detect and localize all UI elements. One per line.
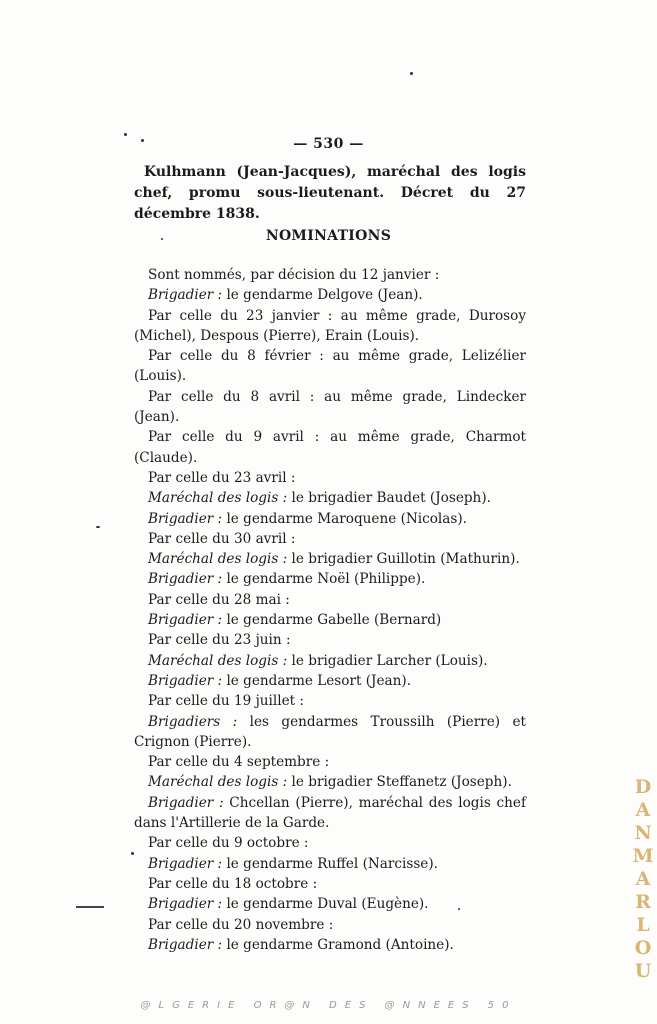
paragraph-text: Par celle du 23 juin : <box>148 632 291 649</box>
nomination-paragraph <box>134 772 526 792</box>
nomination-paragraph <box>134 691 526 711</box>
rank-label: Brigadier : <box>148 855 223 872</box>
paragraph-text: Par celle du 19 juillet : <box>148 693 304 710</box>
nomination-paragraph <box>134 549 526 569</box>
scan-speck <box>124 133 127 136</box>
watermark-letter: R <box>635 891 651 913</box>
appointee-text: Chcellan (Pierre), maréchal des logis chef dans l'Artillerie de la Garde. <box>134 794 526 832</box>
nomination-paragraph <box>134 712 526 753</box>
paragraph-text: Par celle du 28 mai : <box>148 591 290 608</box>
nominations-list <box>134 265 526 955</box>
paragraph-text: Par celle du 9 octobre : <box>148 835 309 852</box>
rank-label: Brigadier : <box>148 672 223 689</box>
rank-label: Maréchal des logis : <box>148 551 288 568</box>
nomination-paragraph <box>134 671 526 691</box>
paragraph-text: Par celle du 8 février : au même grade, Lelizélier (Louis). <box>134 348 526 385</box>
paragraph-text: Par celle du 23 avril : <box>148 469 296 486</box>
nomination-paragraph <box>134 874 526 894</box>
paragraph-text: Par celle du 18 octobre : <box>148 875 318 892</box>
intro-paragraph <box>134 162 526 225</box>
scan-speck <box>141 139 144 142</box>
appointee-text: le gendarme Ruffel (Narcisse). <box>222 855 438 872</box>
footer-watermark: @LGERIE OR@N DES @NNEES 50 <box>140 1000 517 1011</box>
scan-speck <box>458 908 460 910</box>
rank-label: Brigadier : <box>148 510 223 527</box>
rank-label: Brigadier : <box>148 936 223 953</box>
nomination-paragraph <box>134 387 526 428</box>
nomination-paragraph <box>134 833 526 853</box>
paragraph-text: Par celle du 23 janvier : au même grade, Durosoy (Michel), Despous (Pierre), Erain (Louis). <box>134 307 526 344</box>
rank-label: Brigadier : <box>148 612 223 629</box>
nomination-paragraph <box>134 427 526 468</box>
appointee-text: les gendarmes Troussilh (Pierre) et Crignon (Pierre). <box>134 713 526 750</box>
nomination-paragraph <box>134 793 526 834</box>
scan-speck <box>410 72 413 75</box>
watermark-letter: A <box>635 799 651 821</box>
scan-speck <box>96 526 100 528</box>
watermark-letter: U <box>634 960 652 982</box>
paragraph-text: Par celle du 4 septembre : <box>148 754 330 771</box>
nomination-paragraph <box>134 569 526 589</box>
rank-label: Maréchal des logis : <box>148 652 288 669</box>
appointee-text: le brigadier Larcher (Louis). <box>287 652 488 669</box>
nomination-paragraph <box>134 285 526 305</box>
rank-label: Brigadier : <box>148 896 223 913</box>
watermark-letter: O <box>634 937 652 959</box>
rank-label: Brigadier : <box>148 794 224 811</box>
nomination-paragraph <box>134 488 526 508</box>
rank-label: Maréchal des logis : <box>148 490 288 507</box>
watermark-letter: A <box>635 868 651 890</box>
appointee-text: le gendarme Lesort (Jean). <box>222 672 412 689</box>
scan-dash-mark <box>76 906 104 908</box>
watermark-letter: D <box>634 776 652 798</box>
watermark-letter: L <box>636 914 650 936</box>
nomination-paragraph <box>134 346 526 387</box>
paragraph-text: Par celle du 30 avril : <box>148 530 296 547</box>
intro-text: Kulhmann (Jean-Jacques), maréchal des logis chef, promu sous-lieutenant. Décret du 27 décembre 1838. <box>134 164 526 222</box>
side-watermark <box>632 776 654 983</box>
paragraph-text: Par celle du 8 avril : au même grade, Lindecker (Jean). <box>134 388 526 426</box>
appointee-text: le gendarme Maroquene (Nicolas). <box>222 510 467 527</box>
scan-speck <box>131 852 134 855</box>
appointee-text: le gendarme Duval (Eugène). <box>222 896 429 913</box>
nomination-paragraph <box>134 854 526 874</box>
rank-label: Brigadiers : <box>148 713 238 730</box>
nomination-paragraph <box>134 935 526 955</box>
appointee-text: le brigadier Steffanetz (Joseph). <box>287 774 512 791</box>
watermark-letter: N <box>634 822 652 844</box>
nomination-paragraph <box>134 509 526 529</box>
appointee-text: le brigadier Guillotin (Mathurin). <box>287 551 520 568</box>
appointee-text: le gendarme Gramond (Antoine). <box>222 936 454 953</box>
appointee-text: le gendarme Gabelle (Bernard) <box>222 612 442 629</box>
scan-speck <box>161 238 163 240</box>
watermark-letter: M <box>632 845 654 867</box>
nomination-paragraph <box>134 651 526 671</box>
section-heading: NOMINATIONS <box>265 228 392 244</box>
rank-label: Maréchal des logis : <box>148 774 288 791</box>
paragraph-text: Sont nommés, par décision du 12 janvier : <box>148 267 440 283</box>
nomination-paragraph <box>134 915 526 935</box>
nomination-paragraph <box>134 752 526 772</box>
nomination-paragraph <box>134 265 526 285</box>
nomination-paragraph <box>134 306 526 347</box>
nomination-paragraph <box>134 590 526 610</box>
paragraph-text: Par celle du 9 avril : au même grade, Charmot (Claude). <box>134 429 526 466</box>
appointee-text: le brigadier Baudet (Joseph). <box>287 490 491 507</box>
appointee-text: le gendarme Delgove (Jean). <box>222 287 423 304</box>
nomination-paragraph <box>134 630 526 650</box>
nomination-paragraph <box>134 894 526 914</box>
nomination-paragraph <box>134 610 526 630</box>
paragraph-text: Par celle du 20 novembre : <box>148 916 334 933</box>
rank-label: Brigadier : <box>148 287 223 304</box>
appointee-text: le gendarme Noël (Philippe). <box>222 571 426 588</box>
rank-label: Brigadier : <box>148 571 223 588</box>
nomination-paragraph <box>134 529 526 549</box>
nomination-paragraph <box>134 468 526 488</box>
page-number: — 530 — <box>293 136 364 152</box>
